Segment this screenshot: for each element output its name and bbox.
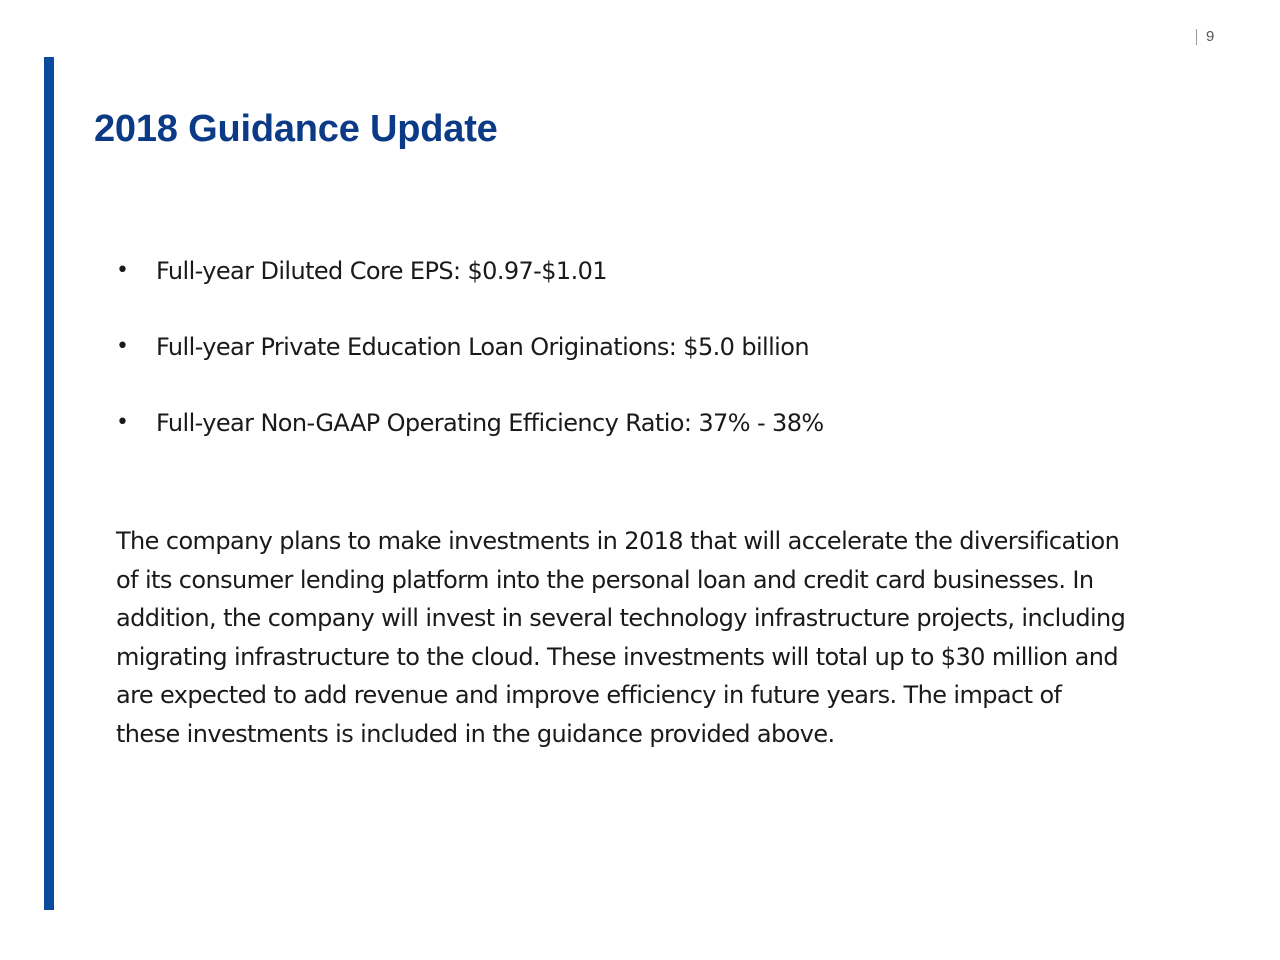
bullet-dot-icon: • bbox=[116, 334, 129, 359]
page-number: 9 bbox=[1206, 28, 1215, 45]
accent-bar bbox=[44, 57, 54, 910]
bullet-item-originations bbox=[116, 328, 1116, 366]
slide-title: 2018 Guidance Update bbox=[94, 108, 498, 150]
investment-paragraph: The company plans to make investments in 2018 that will accelerate the diversification of its consumer lending platform into the personal loan and credit card businesses. In addition, the company will invest in several technology infrastructure projects, including migrating infrastructure to the cloud. These investments will total up to $30 million and are expected to add revenue and improve efficiency in future years. The impact of these investments is included in the guidance provided above. bbox=[116, 527, 1126, 748]
guidance-bullet-list bbox=[116, 252, 1116, 480]
page-number-divider bbox=[1196, 29, 1197, 45]
bullet-text: Full-year Diluted Core EPS: $0.97-$1.01 bbox=[156, 257, 607, 285]
bullet-item-eps bbox=[116, 252, 1116, 290]
bullet-dot-icon: • bbox=[116, 258, 129, 283]
bullet-item-efficiency-ratio bbox=[116, 404, 1116, 442]
bullet-dot-icon: • bbox=[116, 410, 129, 435]
bullet-text: Full-year Non-GAAP Operating Efficiency Ratio: 37% - 38% bbox=[156, 409, 824, 437]
bullet-text: Full-year Private Education Loan Originations: $5.0 billion bbox=[156, 333, 809, 361]
